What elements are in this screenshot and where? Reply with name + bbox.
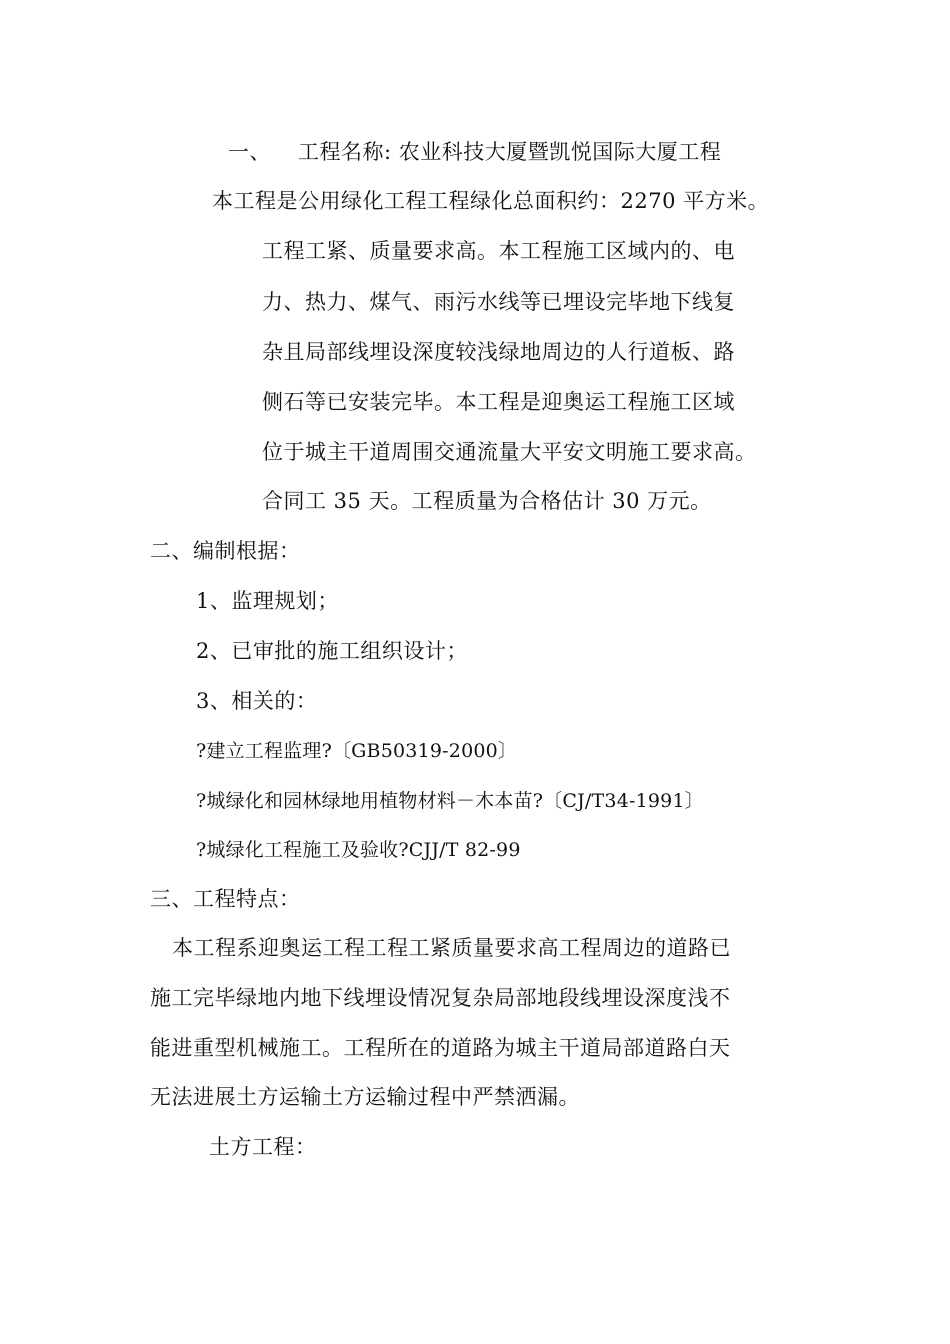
section3-body-line: 无法进展土方运输土方运输过程中严禁洒漏。 [150, 1085, 580, 1109]
section1-body-line: 杂且局部线埋设深度较浅绿地周边的人行道板、路 [262, 340, 735, 364]
section1-body-line: 工程工紧、质量要求高。本工程施工区域内的、电 [262, 239, 735, 263]
basis-item: 3、相关的： [196, 689, 318, 713]
section3-body-line: 本工程系迎奥运工程工程工紧质量要求高工程周边的道路已 [172, 936, 731, 960]
section1-body-line: 力、热力、煤气、雨污水线等已埋设完毕地下线复 [262, 290, 735, 314]
section1-title-line [228, 137, 721, 167]
reference-item: ?城绿化工程施工及验收?CJJ/T 82-99 [196, 839, 521, 861]
section1-intro: 本工程是公用绿化工程工程绿化总面积约：2270 平方米。 [212, 189, 770, 213]
section2-heading: 二、编制根据： [150, 539, 301, 563]
subsection-heading: 土方工程： [209, 1135, 317, 1159]
section1-number: 一、 [228, 140, 271, 164]
reference-item: ?城绿化和园林绿地用植物材料－木本苗?〔CJ/T34-1991〕 [196, 790, 704, 812]
section1-body-line: 侧石等已安装完毕。本工程是迎奥运工程施工区域 [262, 390, 735, 414]
section3-body-line: 能进重型机械施工。工程所在的道路为城主干道局部道路白天 [150, 1036, 731, 1060]
section1-body-line: 合同工 35 天。工程质量为合格估计 30 万元。 [262, 489, 712, 513]
section1-title: 工程名称: 农业科技大厦暨凯悦国际大厦工程 [298, 140, 722, 164]
section3-heading: 三、工程特点： [150, 887, 301, 911]
reference-item: ?建立工程监理?〔GB50319-2000〕 [196, 740, 518, 762]
basis-item: 2、已审批的施工组织设计； [196, 639, 468, 663]
section1-body-line: 位于城主干道周围交通流量大平安文明施工要求高。 [262, 440, 757, 464]
section3-body-line: 施工完毕绿地内地下线埋设情况复杂局部地段线埋设深度浅不 [150, 986, 731, 1010]
basis-item: 1、监理规划； [196, 589, 339, 613]
